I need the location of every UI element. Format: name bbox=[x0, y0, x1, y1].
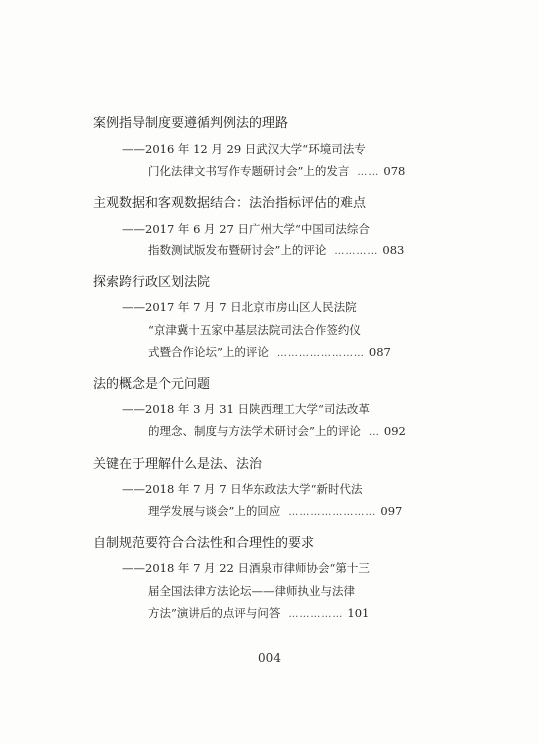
toc-page-ref: 087 bbox=[368, 345, 391, 359]
toc-entry-subtitle: ——2017 年 7 月 7 日北京市房山区人民法院 bbox=[122, 300, 357, 314]
toc-entry-subtitle-last bbox=[148, 424, 406, 440]
toc-entry-subtitle-last bbox=[148, 243, 404, 259]
toc-entry-subtitle: ——2018 年 7 月 7 日华东政法大学“新时代法 bbox=[122, 482, 363, 496]
toc-entry-subtitle: “京津冀十五家中基层法院司法合作签约仪 bbox=[148, 323, 361, 337]
dot-leader: … bbox=[368, 427, 380, 438]
toc-page-ref: 101 bbox=[347, 606, 370, 620]
toc-entry-subtitle: ——2016 年 12 月 29 日武汉大学“环境司法专 bbox=[122, 142, 366, 156]
toc-entry-subtitle-text: 式暨合作论坛”上的评论 bbox=[148, 345, 269, 359]
dot-leader: …………… bbox=[288, 609, 344, 620]
dot-leader: …………………… bbox=[288, 507, 377, 518]
toc-entry-subtitle-text: 理学发展与谈会”上的回应 bbox=[148, 504, 281, 518]
toc-entry-subtitle-last bbox=[148, 606, 369, 622]
toc-entry-subtitle: ——2018 年 3 月 31 日陕西理工大学“司法改革 bbox=[122, 402, 370, 416]
toc-entry-title: 案例指导制度要遵循判例法的理路 bbox=[93, 116, 289, 131]
toc-page-ref: 092 bbox=[383, 424, 406, 438]
toc-entry-subtitle-text: 门化法律文书写作专题研讨会”上的发言 bbox=[148, 164, 350, 178]
toc-entry-title: 探索跨行政区划法院 bbox=[93, 275, 211, 290]
toc-entry-title: 法的概念是个元问题 bbox=[93, 377, 211, 392]
page-number: 004 bbox=[258, 651, 281, 665]
toc-entry-subtitle: 届全国法律方法论坛——律师执业与法律 bbox=[148, 584, 355, 598]
dot-leader: …… bbox=[357, 167, 380, 178]
toc-entry-subtitle-text: 方法”演讲后的点评与问答 bbox=[148, 606, 281, 620]
dot-leader: …………………… bbox=[276, 348, 365, 359]
toc-entry-subtitle: ——2018 年 7 月 22 日酒泉市律师协会“第十三 bbox=[122, 561, 370, 575]
toc-entry-subtitle-last bbox=[148, 164, 405, 180]
toc-entry-subtitle-text: 的理念、制度与方法学术研讨会”上的评论 bbox=[148, 424, 361, 438]
dot-leader: ………… bbox=[334, 246, 379, 257]
toc-entry-subtitle: ——2017 年 6 月 27 日广州大学“中国司法综合 bbox=[122, 222, 370, 236]
toc-entry-title: 主观数据和客观数据结合：法治指标评估的难点 bbox=[93, 196, 367, 211]
toc-page-ref: 078 bbox=[383, 164, 406, 178]
toc-entry-title: 自制规范要符合合法性和合理性的要求 bbox=[93, 536, 315, 551]
toc-entry-subtitle-last bbox=[148, 504, 402, 520]
toc-entry-subtitle-text: 指数测试版发布暨研讨会”上的评论 bbox=[148, 243, 327, 257]
toc-entry-subtitle-last bbox=[148, 345, 391, 361]
toc-page-ref: 097 bbox=[380, 504, 403, 518]
toc-page-ref: 083 bbox=[382, 243, 405, 257]
toc-entry-title: 关键在于理解什么是法、法治 bbox=[93, 457, 263, 472]
